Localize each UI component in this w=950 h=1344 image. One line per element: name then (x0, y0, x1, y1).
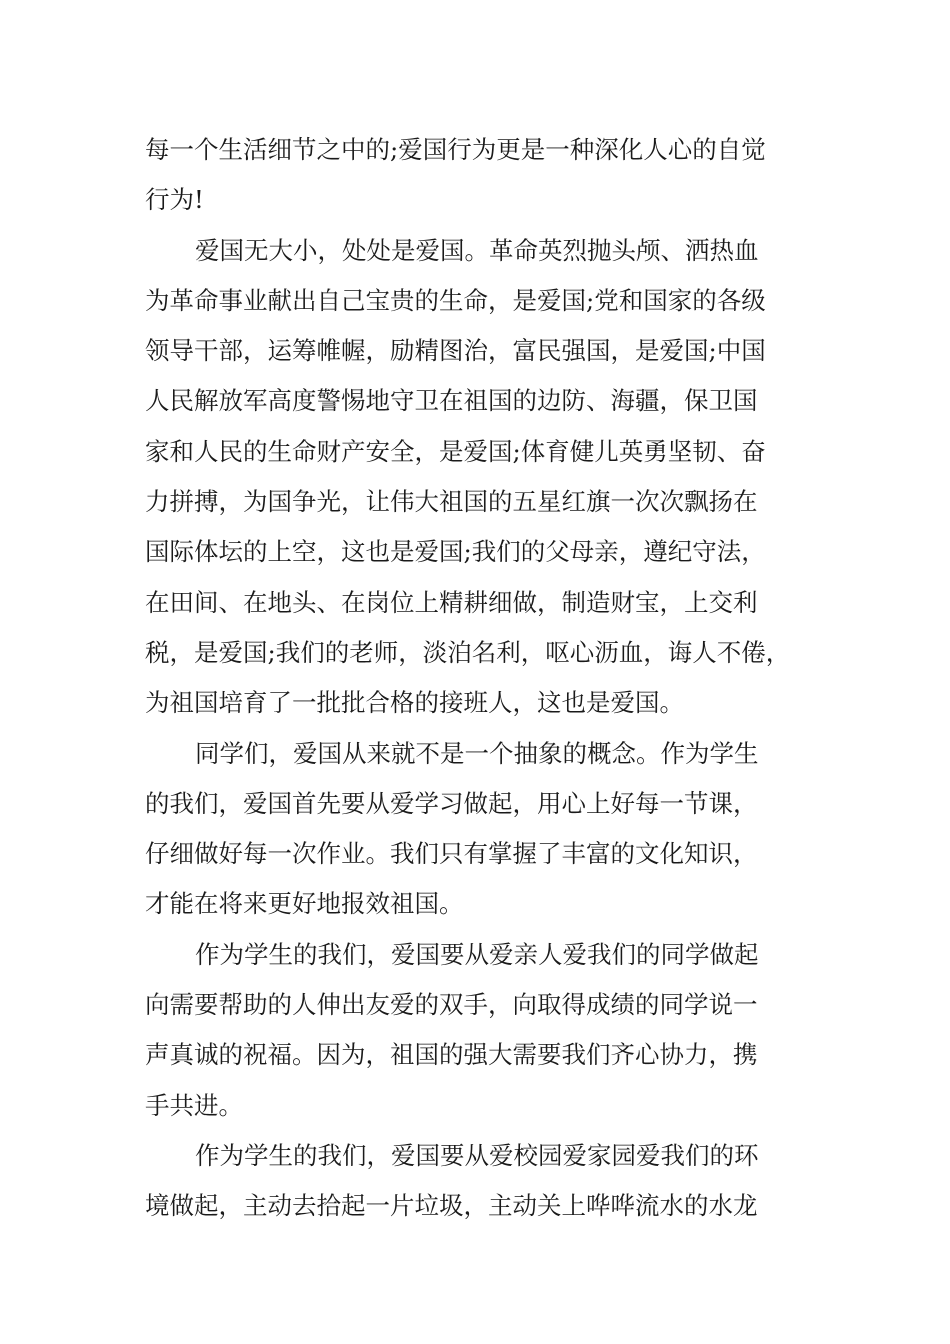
text-line: 才能在将来更好地报效祖国。 (145, 889, 464, 919)
text-line: 境做起，主动去拾起一片垃圾，主动关上哗哗流水的水龙 (145, 1191, 758, 1221)
text-line: 手共进。 (145, 1090, 243, 1120)
text-line: 声真诚的祝福。因为，祖国的强大需要我们齐心协力，携 (145, 1040, 758, 1070)
text-line: 力拼搏，为国争光，让伟大祖国的五星红旗一次次飘扬在 (145, 487, 758, 517)
paragraph-start-line: 作为学生的我们，爱国要从爱校园爱家园爱我们的环 (195, 1140, 759, 1170)
text-line: 的我们，爱国首先要从爱学习做起，用心上好每一节课， (145, 788, 758, 818)
text-line: 行为! (145, 185, 204, 215)
text-line: 领导干部，运筹帷幄，励精图治，富民强国，是爱国;中国 (145, 336, 766, 366)
text-line: 仔细做好每一次作业。我们只有掌握了丰富的文化知识， (145, 839, 758, 869)
text-line: 人民解放军高度警惕地守卫在祖国的边防、海疆，保卫国 (145, 386, 758, 416)
paragraph-start-line: 作为学生的我们，爱国要从爱亲人爱我们的同学做起 (195, 939, 759, 969)
text-line: 向需要帮助的人伸出友爱的双手，向取得成绩的同学说一 (145, 990, 758, 1020)
body-text (145, 125, 825, 1232)
paragraph-start-line: 爱国无大小，处处是爱国。革命英烈抛头颅、洒热血 (195, 235, 759, 265)
text-line: 国际体坛的上空，这也是爱国;我们的父母亲，遵纪守法， (145, 537, 766, 567)
text-line: 每一个生活细节之中的;爱国行为更是一种深化人心的自觉 (145, 135, 766, 164)
text-line: 为革命事业献出自己宝贵的生命，是爱国;党和国家的各级 (145, 285, 766, 315)
text-line: 为祖国培育了一批批合格的接班人，这也是爱国。 (145, 688, 684, 718)
paragraph-start-line: 同学们，爱国从来就不是一个抽象的概念。作为学生 (195, 738, 759, 768)
text-line: 在田间、在地头、在岗位上精耕细做，制造财宝，上交利 (145, 587, 758, 617)
text-line: 家和人民的生命财产安全，是爱国;体育健儿英勇坚韧、奋 (145, 436, 766, 466)
text-line: 税，是爱国;我们的老师，淡泊名利，呕心沥血，诲人不倦， (145, 637, 791, 667)
